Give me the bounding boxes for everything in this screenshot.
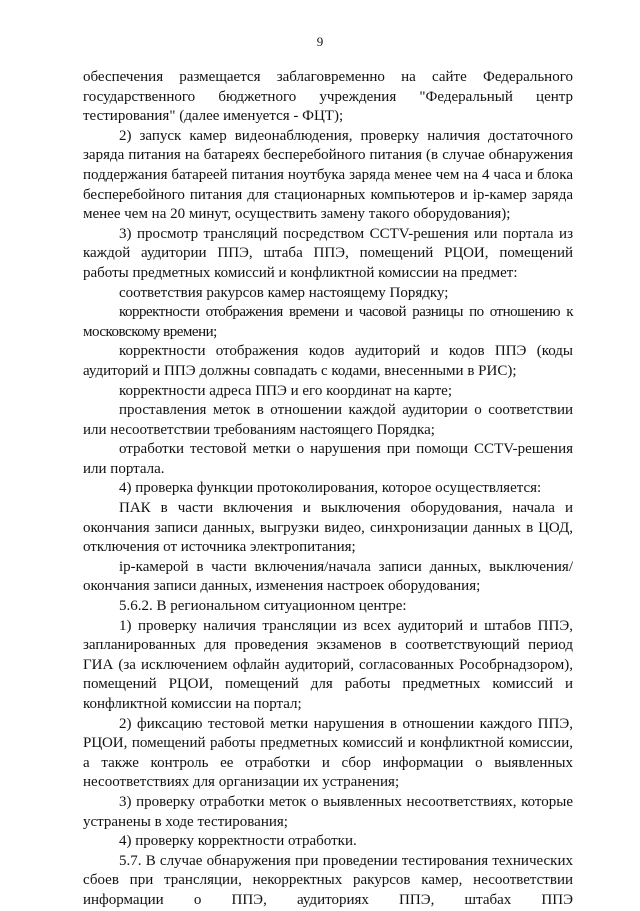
paragraph: отработки тестовой метки о нарушения при помощи CCTV-решения или портала. bbox=[83, 441, 573, 477]
paragraph: корректности адреса ППЭ и его координат на карте; bbox=[119, 382, 452, 399]
paragraph: 2) запуск камер видеонаблюдения, проверку наличия достаточного заряда питания на батареях бесперебойного питания (в случае обнаружения поддержания батареей питания ноутбука заряда менее чем на 4 часа и блока бесперебойного питания для стационарных компьютеров и ip-камер заряда менее чем на 20 минут, осуществить замену такого оборудования); bbox=[83, 127, 573, 223]
paragraph: корректности отображения кодов аудиторий и кодов ППЭ (коды аудиторий и ППЭ должны совпадать с кодами, внесенными в РИС); bbox=[83, 343, 573, 379]
paragraph: 3) проверку отработки меток о выявленных несоответствиях, которые устранены в ходе тестирования; bbox=[83, 793, 573, 830]
paragraph: обеспечения размещается заблаговременно на сайте Федерального государственного бюджетного учреждения "Федеральный центр тестирования" (далее именуется - ФЦТ); bbox=[83, 69, 573, 125]
page-number: 9 bbox=[316, 34, 324, 49]
paragraph: 4) проверка функции протоколирования, которое осуществляется: bbox=[119, 480, 542, 497]
paragraph: ip-камерой в части включения/начала записи данных, выключения/окончания записи данных, изменения настроек оборудования; bbox=[83, 558, 573, 595]
paragraph: 4) проверку корректности отработки. bbox=[119, 833, 357, 850]
paragraph: 2) фиксацию тестовой метки нарушения в отношении каждого ППЭ, РЦОИ, помещений работы предметных комиссий и конфликтной комиссии, а также контроль ее отработки и сбор информации о выявленных несоответствиях для организации их устранения; bbox=[83, 715, 573, 791]
paragraph: корректности отображения времени и часовой разницы по отношению к московскому времени; bbox=[83, 304, 573, 340]
paragraph: ПАК в части включения и выключения оборудования, начала и окончания записи данных, выгрузки видео, синхронизации данных в ЦОД, отключения от источника электропитания; bbox=[83, 500, 573, 556]
paragraph: 5.7. В случае обнаружения при проведении тестирования технических сбоев при трансляции, некорректных ракурсов камер, несоответствии информации о ППЭ, аудиториях ППЭ, штабах ППЭ bbox=[83, 852, 573, 908]
paragraph: проставления меток в отношении каждой аудитории о соответствии или несоответствии требованиям настоящего Порядка; bbox=[83, 402, 573, 438]
paragraph: соответствия ракурсов камер настоящему Порядку; bbox=[119, 284, 449, 301]
paragraph: 1) проверку наличия трансляции из всех аудиторий и штабов ППЭ, запланированных для проведения экзаменов в соответствующий период ГИА (за исключением офлайн аудиторий, согласованных Рособрнадзором), помещений РЦОИ, помещений для работы предметных комиссий и конфликтной комиссии на портал; bbox=[83, 617, 573, 712]
paragraph: 5.6.2. В региональном ситуационном центре: bbox=[119, 598, 407, 615]
document-body bbox=[83, 68, 573, 911]
paragraph: 3) просмотр трансляций посредством CCTV-решения или портала из каждой аудитории ППЭ, штаба ППЭ, помещений РЦОИ, помещений работы предметных комиссий и конфликтной комиссии на предмет: bbox=[83, 225, 573, 281]
